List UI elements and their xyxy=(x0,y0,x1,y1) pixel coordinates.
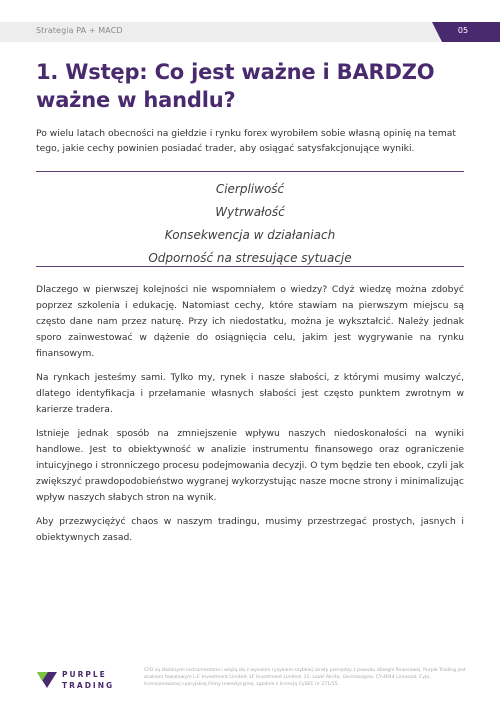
trait-list xyxy=(36,178,464,270)
body-paragraph: Istnieje jednak sposób na zmniejszenie wpływu naszych niedoskonałości na wyniki handlowe. Jest to obiektywność w analizie instrumentu finansowego oraz ograniczenie intuicyjnego i stronniczego procesu podejmowania decyzji. O tym będzie ten ebook, czyli jak zwiększyć prawdopodobieństwo wygranej wykorzystując nasze mocne strony i minimalizując wpływ naszych słabych stron na wynik. xyxy=(36,428,464,503)
logo-line-1: PURPLE xyxy=(62,670,107,679)
trait-item: Konsekwencja w działaniach xyxy=(164,228,336,242)
trait-item: Wytrwałość xyxy=(215,205,285,219)
section-name: Strategia PA + MACD xyxy=(36,26,123,35)
trait-item: Odporność na stresujące sytuacje xyxy=(148,251,352,265)
body-paragraph: Aby przezwyciężyć chaos w naszym tradingu, musimy przestrzegać prostych, jasnych i obiektywnych zasad. xyxy=(36,516,464,543)
divider-bottom xyxy=(36,266,464,267)
logo-wordmark xyxy=(62,669,114,691)
body-paragraph: Dlaczego w pierwszej kolejności nie wspomniałem o wiedzy? Cdyż wiedzę można zdobyć poprzez szkolenia i edukację. Natomiast cechy, które stawiam na pierwszym miejscu są często dane nam przez naturę. Przy ich niedostatku, można je wykształcić. Należy jednak sporo zainwestować w dążenie do osiągnięcia celu, jakim jest wygrywanie na rynku finansowym. xyxy=(36,284,464,359)
page-footer xyxy=(36,664,466,704)
body-text xyxy=(36,282,464,554)
page-header xyxy=(0,22,500,42)
divider-top xyxy=(36,171,464,172)
page-number: 05 xyxy=(457,26,469,35)
intro-paragraph: Po wielu latach obecności na giełdzie i rynku forex wyrobiłem sobie własną opinię na temat tego, jakie cechy powinien posiadać trader, aby osiągać satysfakcjonujące wyniki. xyxy=(36,128,456,154)
trait-item: Cierpliwość xyxy=(215,182,285,196)
page-title: 1. Wstęp: Co jest ważne i BARDZO ważne w handlu? xyxy=(36,60,435,112)
purple-trading-logo-icon xyxy=(36,668,58,690)
body-paragraph: Na rynkach jesteśmy sami. Tylko my, rynek i nasze słabości, z którymi musimy walczyć, dlatego identyfikacja i przełamanie własnych słabości jest często punktem zwrotnym w karierze tradera. xyxy=(36,372,464,415)
logo-line-2: TRADING xyxy=(62,681,115,690)
risk-disclaimer: CFD są złożonymi instrumentami i wiążą się z wysokim ryzykiem szybkiej utraty pieniędzy z powodu dźwigni finansowej. Purple Trading jest znakiem towarowym L.F. Investment Limited. LF Investment Limited, 11, Louki Akrita, Germasogeia, CY-4044 Limassol, Cypr, licencjonowanej cypryjskiej Firmy Inwestycyjnej, zgodnie z licencją CySEC nr 271/15. xyxy=(144,668,466,687)
